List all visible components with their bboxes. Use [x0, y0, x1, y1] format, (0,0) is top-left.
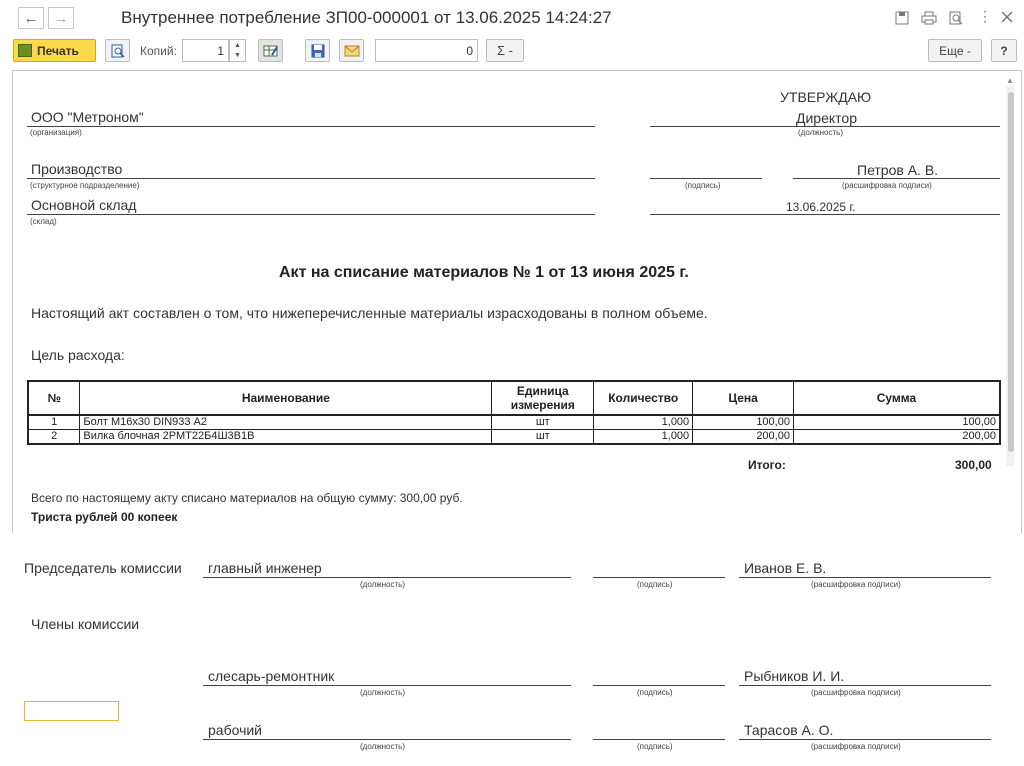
department-caption: (структурное подразделение)	[30, 181, 140, 190]
sum-field[interactable]: 0	[375, 39, 478, 62]
table-row	[28, 430, 1000, 445]
summary-text: Всего по настоящему акту списано материалов на общую сумму: 300,00 руб.	[31, 491, 463, 505]
date-line	[650, 214, 1000, 215]
copies-label: Копий:	[140, 44, 177, 58]
cell-sum: 200,00	[793, 430, 1000, 445]
members-label: Члены комиссии	[31, 616, 140, 632]
column-header: Сумма	[793, 381, 1000, 415]
total-label: Итого:	[748, 458, 786, 472]
organization-line	[27, 126, 595, 127]
member2-name: Тарасов А. О.	[744, 722, 834, 738]
member1-name: Рыбников И. И.	[744, 668, 845, 684]
materials-table	[27, 380, 1001, 445]
member1-name-line	[739, 685, 991, 686]
save-icon[interactable]	[895, 11, 909, 25]
approver-position: Директор	[796, 110, 857, 126]
selected-cell-outline[interactable]	[24, 701, 119, 721]
column-header: Цена	[693, 381, 794, 415]
member1-signature-line	[593, 685, 725, 686]
member2-name-caption: (расшифровка подписи)	[811, 742, 901, 751]
preview-button[interactable]	[105, 39, 130, 62]
member2-name-line	[739, 739, 991, 740]
chair-name: Иванов Е. В.	[744, 560, 827, 576]
member1-signature-caption: (подпись)	[637, 688, 673, 697]
copies-spinner[interactable]	[229, 39, 246, 62]
back-button[interactable]	[18, 7, 44, 29]
department-value: Производство	[31, 161, 123, 177]
approve-date: 13.06.2025 г.	[786, 200, 856, 214]
position-caption: (должность)	[798, 128, 843, 137]
organization-caption: (организация)	[30, 128, 82, 137]
member1-position-line	[203, 685, 571, 686]
cell-name: Вилка блочная 2РМТ22Б4Ш3В1В	[80, 430, 492, 445]
cell-price: 200,00	[693, 430, 794, 445]
scroll-up-icon[interactable]: ▲	[1006, 76, 1014, 85]
edit-table-icon	[263, 44, 279, 58]
preview-icon	[111, 44, 125, 58]
member2-position-caption: (должность)	[360, 742, 405, 751]
table-header-row	[28, 381, 1000, 415]
print-label: Печать	[37, 43, 79, 58]
approver-signature-line	[650, 178, 762, 179]
chair-position-caption: (должность)	[360, 580, 405, 589]
printer-icon	[18, 44, 32, 57]
approve-label: УТВЕРЖДАЮ	[780, 89, 872, 105]
approver-name-caption: (расшифровка подписи)	[842, 181, 932, 190]
chair-signature-caption: (подпись)	[637, 580, 673, 589]
chair-name-line	[739, 577, 991, 578]
sum-in-words: Триста рублей 00 копеек	[31, 510, 178, 524]
cell-unit: шт	[492, 430, 594, 445]
cell-price: 100,00	[693, 415, 794, 430]
back-arrow-icon: ←	[23, 9, 39, 27]
warehouse-value: Основной склад	[31, 197, 137, 213]
column-header: Наименование	[80, 381, 492, 415]
save-button[interactable]	[305, 39, 330, 62]
cell-number: 2	[28, 430, 80, 445]
chair-label: Председатель комиссии	[24, 560, 182, 576]
help-button[interactable]: ?	[991, 39, 1017, 62]
forward-arrow-icon: →	[53, 9, 69, 27]
forward-button[interactable]	[48, 7, 74, 29]
table-row	[28, 415, 1000, 430]
cell-quantity: 1,000	[594, 430, 693, 445]
intro-text: Настоящий акт составлен о том, что нижеперечисленные материалы израсходованы в полном объеме.	[31, 305, 708, 321]
approver-signature-caption: (подпись)	[685, 181, 721, 190]
department-line	[27, 178, 595, 179]
member2-signature-line	[593, 739, 725, 740]
member2-signature-caption: (подпись)	[637, 742, 673, 751]
member1-position-caption: (должность)	[360, 688, 405, 697]
spin-down-icon: ▼	[234, 52, 241, 60]
printer-icon[interactable]	[921, 11, 937, 25]
scrollbar-thumb[interactable]	[1008, 92, 1014, 452]
print-button[interactable]	[13, 39, 96, 62]
sum-mode-button[interactable]: Σ -	[486, 39, 524, 62]
member2-position-line	[203, 739, 571, 740]
column-header: Единица измерения	[492, 381, 594, 415]
member1-position: слесарь-ремонтник	[208, 668, 335, 684]
purpose-label: Цель расхода:	[31, 347, 125, 363]
copies-input[interactable]: 1	[182, 39, 229, 62]
approver-name: Петров А. В.	[857, 162, 939, 178]
approver-name-line	[793, 178, 1000, 179]
save-icon	[311, 44, 325, 58]
document-heading: Акт на списание материалов № 1 от 13 июня 2025 г.	[279, 264, 689, 281]
warehouse-line	[27, 214, 595, 215]
member1-name-caption: (расшифровка подписи)	[811, 688, 901, 697]
position-line	[650, 126, 1000, 127]
chair-position: главный инженер	[208, 560, 322, 576]
email-button[interactable]	[339, 39, 364, 62]
preview-icon[interactable]	[949, 11, 963, 25]
chair-name-caption: (расшифровка подписи)	[811, 580, 901, 589]
cell-number: 1	[28, 415, 80, 430]
organization-value: ООО "Метроном"	[31, 109, 144, 125]
window-title: Внутреннее потребление ЗП00-000001 от 13.06.2025 14:24:27	[121, 8, 612, 27]
more-vertical-icon[interactable]: ⋮	[978, 8, 992, 24]
member2-position: рабочий	[208, 722, 263, 738]
chair-signature-line	[593, 577, 725, 578]
cell-sum: 100,00	[793, 415, 1000, 430]
chair-position-line	[203, 577, 571, 578]
close-icon[interactable]	[1001, 11, 1013, 23]
edit-button[interactable]	[258, 39, 283, 62]
total-value: 300,00	[955, 458, 992, 472]
mail-icon	[344, 45, 360, 57]
more-button[interactable]: Еще -	[928, 39, 982, 62]
cell-unit: шт	[492, 415, 594, 430]
spin-up-icon: ▲	[234, 41, 241, 49]
cell-quantity: 1,000	[594, 415, 693, 430]
warehouse-caption: (склад)	[30, 217, 57, 226]
column-header: №	[28, 381, 80, 415]
column-header: Количество	[594, 381, 693, 415]
document-frame	[12, 70, 1022, 533]
cell-name: Болт М16х30 DIN933 А2	[80, 415, 492, 430]
